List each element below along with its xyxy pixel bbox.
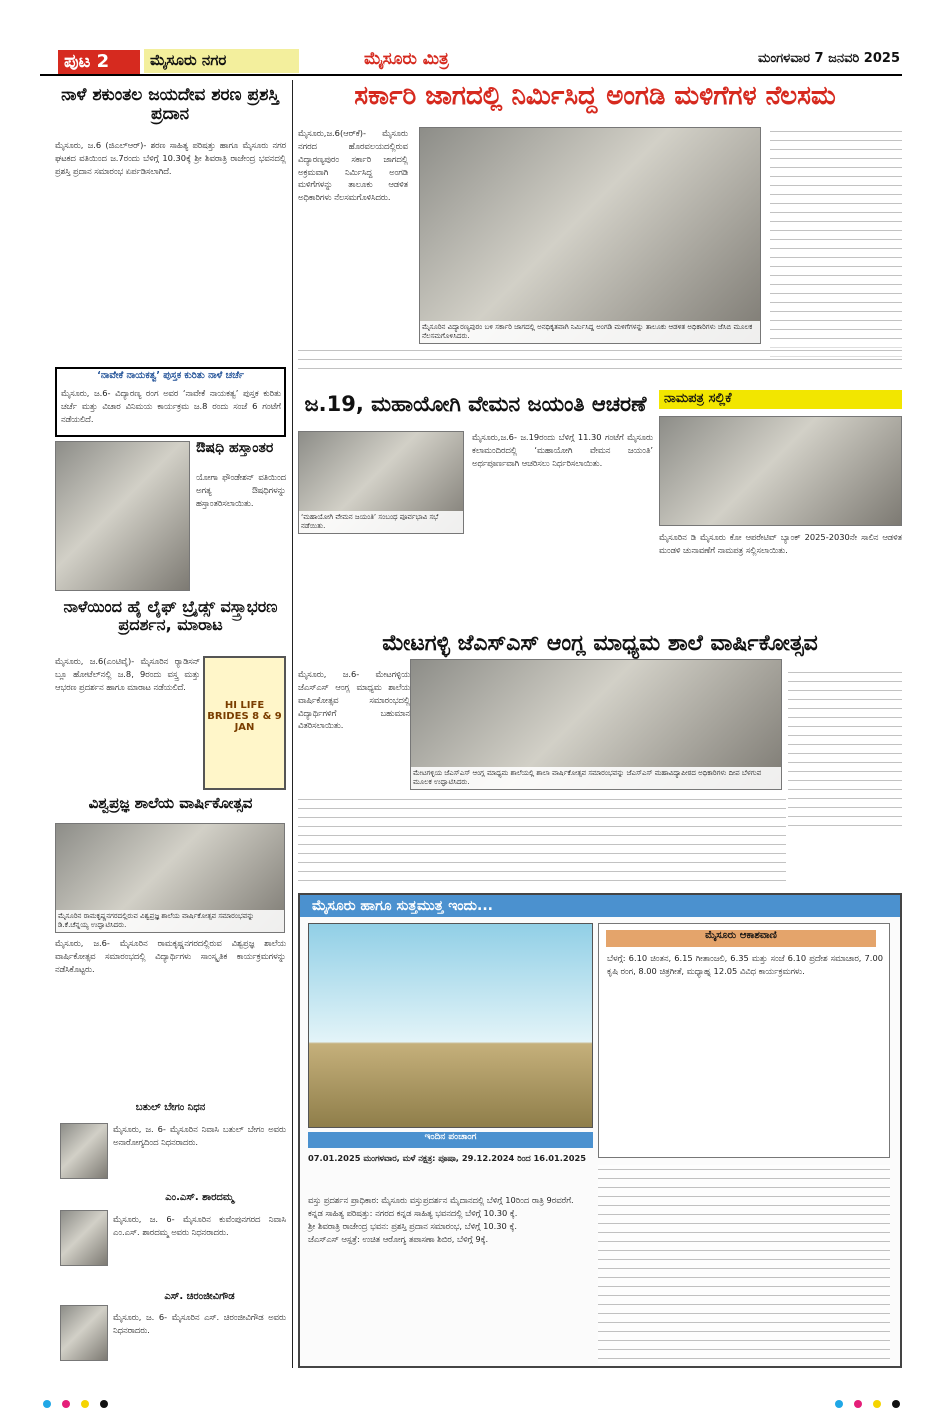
book-discussion-headline: ‘ನಾವೇಕೆ ನಾಯಕತ್ವ’ ಪುಸ್ತಕ ಕುರಿತು ನಾಳೆ ಚರ್ಚೆ [97, 370, 244, 381]
vemana-headline-block [298, 393, 653, 428]
print-registration-mark [835, 1400, 843, 1408]
obituary3-photo [60, 1305, 108, 1361]
shakuntala-headline-block [55, 86, 285, 135]
jss-photo-caption: ಮೇಟಗಳ್ಳಿಯ ಜೆಎಸ್‌ಎಸ್ ಆಂಗ್ಲ ಮಾಧ್ಯಮ ಶಾಲೆಯಲ್ಲಿ ಶಾಲಾ ವಾರ್ಷಿಕೋತ್ಸವ ಸಮಾರಂಭವನ್ನು ಜೆಎಸ್‌ಎಸ್ ಮಹಾವಿದ್ಯಾಪೀಠದ ಅಧಿಕಾರಿಗಳು ದೀಪ ಬೆಳಗುವ ಮೂಲಕ ಉದ್ಘಾಟಿಸಿದರು. [411, 767, 781, 789]
print-registration-mark [873, 1400, 881, 1408]
obituary2-article: ಮೈಸೂರು, ಜ. 6- ಮೈಸೂರಿನ ಕುವೆಂಪುನಗರದ ನಿವಾಸಿ ಎಂ.ಎಸ್. ಶಾರದಮ್ಮ ಅವರು ನಿಧನರಾದರು. [113, 1214, 286, 1237]
masthead [40, 46, 902, 76]
book-discussion-article: ಮೈಸೂರು, ಜ.6- ವಿದ್ಯಾರಣ್ಯ ರಂಗ ಅವರ ‘ನಾವೇಕೆ ನಾಯಕತ್ವ’ ಪುಸ್ತಕ ಕುರಿತು ಚರ್ಚೆ ಮತ್ತು ವಿಚಾರ ವಿನಿಮಯ ಕಾರ್ಯಕ್ರಮ ಜ.8 ರಂದು ಸಂಜೆ 6 ಗಂಟೆಗೆ ನಡೆಯಲಿದೆ. [61, 388, 281, 424]
lead-article-right [770, 127, 902, 360]
radio-program-box [598, 923, 890, 1158]
medicine-headline: ಔಷಧಿ ಹಸ್ತಾಂತರ [196, 441, 274, 456]
vemana-photo [298, 431, 464, 534]
obituary3-heading [113, 1291, 286, 1308]
obituary3-article: ಮೈಸೂರು, ಜ. 6- ಮೈಸೂರಿನ ಎಸ್. ಚಿರಂಜೀವಿಗೌಡ ಅವರು ನಿಧನರಾದರು. [113, 1312, 286, 1335]
section-title: ಮೈಸೂರು ನಗರ [144, 49, 299, 73]
obituary-heading [55, 1102, 286, 1119]
school-article: ಮೈಸೂರು, ಜ.6- ಮೈಸೂರಿನ ರಾಮಕೃಷ್ಣನಗರದಲ್ಲಿರುವ ವಿಶ್ವಪ್ರಜ್ಞ ಶಾಲೆಯ ವಾರ್ಷಿಕೋತ್ಸವ ಸಮಾರಂಭದಲ್ಲಿ ವಿದ್ಯಾರ್ಥಿಗಳು ಸಾಂಸ್ಕೃತಿಕ ಕಾರ್ಯಕ್ರಮಗಳನ್ನು ನಡೆಸಿಕೊಟ್ಟರು. [55, 938, 286, 974]
vemana-headline: ಜ.19, ಮಹಾಯೋಗಿ ವೇಮನ ಜಯಂತಿ ಆಚರಣೆ [304, 393, 647, 416]
jss-headline: ಮೇಟಗಳ್ಳಿ ಜೆಎಸ್‌ಎಸ್ ಆಂಗ್ಲ ಮಾಧ್ಯಮ ಶಾಲೆ ವಾರ್ಷಿಕೋತ್ಸವ [382, 632, 818, 656]
vemana-article: ಮೈಸೂರು,ಜ.6- ಜ.19ರಂದು ಬೆಳಿಗ್ಗೆ 11.30 ಗಂಟೆಗೆ ಮೈಸೂರು ಕಲಾಮಂದಿರದಲ್ಲಿ ‘ಮಹಾಯೋಗಿ ವೇಮನ ಜಯಂತಿ’ ಅರ್ಥಪೂರ್ಣವಾಗಿ ಆಚರಿಸಲು ನಿರ್ಧರಿಸಲಾಯಿತು. [472, 432, 653, 468]
hilife-advertisement [203, 656, 286, 790]
nomination-title: ನಾಮಪತ್ರ ಸಲ್ಲಿಕೆ [659, 390, 902, 409]
radio-title: ಮೈಸೂರು ಆಕಾಶವಾಣಿ [606, 930, 876, 947]
events-list [308, 1194, 590, 1364]
mysore-today-section [298, 893, 902, 1368]
medicine-story [196, 441, 286, 591]
obituary2-title: ಎಂ.ಎಸ್. ಶಾರದಮ್ಮ [165, 1192, 234, 1203]
event-item: ಶ್ರೀ ಶಿವರಾತ್ರಿ ರಾಜೇಂದ್ರ ಭವನ: ಪ್ರಶಸ್ತಿ ಪ್ರದಾನ ಸಮಾರಂಭ, ಬೆಳಿಗ್ಗೆ 10.30 ಕ್ಕೆ. [308, 1220, 517, 1231]
obituary-title: ಬತುಲ್ ಬೇಗಂ ನಿಧನ [135, 1102, 206, 1113]
obituary2-photo [60, 1210, 108, 1266]
book-discussion-box [55, 367, 286, 437]
hilife-headline: ನಾಳೆಯಿಂದ ಹೈ ಲೈಫ್ ಬ್ರೈಡ್ಸ್ ವಸ್ತ್ರಾಭರಣ ಪ್ರದರ್ಶನ, ಮಾರಾಟ [63, 598, 278, 634]
shakuntala-headline: ನಾಳೆ ಶಕುಂತಲ ಜಯದೇವ ಶರಣ ಪ್ರಶಸ್ತಿ ಪ್ರದಾನ [61, 86, 279, 125]
obituary2-heading [113, 1192, 286, 1209]
nomination-photo [659, 416, 902, 526]
panchanga-text: 07.01.2025 ಮಂಗಳವಾರ, ಮಳೆ ನಕ್ಷತ್ರ: ಪೂಷಾ, 29.12.2024 ರಿಂದ 16.01.2025 [308, 1153, 587, 1163]
lead-headline-block [288, 82, 902, 122]
print-registration-mark [892, 1400, 900, 1408]
event-item: ಜೆಎಸ್‌ಎಸ್ ಆಸ್ಪತ್ರೆ: ಉಚಿತ ಆರೋಗ್ಯ ತಪಾಸಣಾ ಶಿಬಿರ, ಬೆಳಿಗ್ಗೆ 9ಕ್ಕೆ. [308, 1233, 489, 1244]
lead-headline: ಸರ್ಕಾರಿ ಜಾಗದಲ್ಲಿ ನಿರ್ಮಿಸಿದ್ದ ಅಂಗಡಿ ಮಳಿಗೆಗಳ ನೆಲಸಮ [354, 82, 836, 111]
print-registration-mark [100, 1400, 108, 1408]
jss-article-bottom [298, 795, 786, 888]
jss-article-right [788, 668, 902, 833]
panchanga-title: ಇಂದಿನ ಪಂಚಾಂಗ [308, 1132, 593, 1148]
newspaper-name: ಮೈಸೂರು ಮಿತ್ರ [364, 49, 449, 69]
lead-article-bottom [298, 346, 902, 372]
nomination-heading-block [659, 390, 902, 413]
school-headline: ವಿಶ್ವಪ್ರಜ್ಞ ಶಾಲೆಯ ವಾರ್ಷಿಕೋತ್ಸವ [88, 795, 253, 812]
mysore-palace-photo [308, 923, 593, 1128]
hilife-article: ಮೈಸೂರು, ಜ.6(ಎಂಟಿವೈ)- ಮೈಸೂರಿನ ರ‍್ಯಾಡಿಸನ್ ಬ್ಲೂ ಹೋಟೆಲ್‌ನಲ್ಲಿ ಜ.8, 9ರಂದು ವಸ್ತ್ರ ಮತ್ತು ಆಭರಣ ಪ್ರದರ್ಶನ ಹಾಗೂ ಮಾರಾಟ ನಡೆಯಲಿದೆ. [55, 656, 200, 692]
hilife-ad-text: HI LIFE BRIDES 8 & 9 JAN [207, 700, 282, 734]
demolition-caption: ಮೈಸೂರಿನ ವಿದ್ಯಾರಣ್ಯಪುರಂ ಬಳಿ ಸರ್ಕಾರಿ ಜಾಗದಲ್ಲಿ ಅನಧಿಕೃತವಾಗಿ ನಿರ್ಮಿಸಿದ್ದ ಅಂಗಡಿ ಮಳಿಗೆಗಳನ್ನು ತಾಲೂಕು ಆಡಳಿತ ಅಧಿಕಾರಿಗಳು ಜೆಸಿಬಿ ಮೂಲಕ ನೆಲಸಮಗೊಳಿಸಿದರು. [420, 321, 760, 343]
demolition-photo [419, 127, 761, 344]
radio-program-text: ಬೆಳಗ್ಗೆ: 6.10 ಚಿಂತನ, 6.15 ಗೀತಾಂಜಲಿ, 6.35 ಮತ್ತು ಸಂಜೆ 6.10 ಪ್ರದೇಶ ಸಮಾಚಾರ, 7.00 ಕೃಷಿ ರಂಗ, 8.00 ಚಿತ್ರಗೀತೆ, ಮಧ್ಯಾಹ್ನ 12.05 ವಿವಿಧ ಕಾರ್ಯಕ್ರಮಗಳು. [607, 953, 883, 976]
obituary-article: ಮೈಸೂರು, ಜ. 6- ಮೈಸೂರಿನ ನಿವಾಸಿ ಬತುಲ್ ಬೇಗಂ ಅವರು ಅನಾರೋಗ್ಯದಿಂದ ನಿಧನರಾದರು. [113, 1124, 286, 1147]
jss-article: ಮೈಸೂರು, ಜ.6- ಮೇಟಗಳ್ಳಿಯ ಜೆಎಸ್‌ಎಸ್ ಆಂಗ್ಲ ಮಾಧ್ಯಮ ಶಾಲೆಯ ವಾರ್ಷಿಕೋತ್ಸವ ಸಮಾರಂಭದಲ್ಲಿ ವಿದ್ಯಾರ್ಥಿಗಳಿಗೆ ಬಹುಮಾನ ವಿತರಿಸಲಾಯಿತು. [298, 669, 410, 731]
today-section-title: ಮೈಸೂರು ಹಾಗೂ ಸುತ್ತಮುತ್ತ ಇಂದು... [300, 895, 900, 917]
school-headline-block [55, 795, 286, 820]
column-rule [292, 80, 293, 1368]
school-photo [55, 823, 285, 933]
nomination-article: ಮೈಸೂರಿನ ಡಿ ಮೈಸೂರು ಕೋ ಆಪರೇಟಿವ್ ಬ್ಯಾಂಕ್ 2025-2030ನೇ ಸಾಲಿನ ಆಡಳಿತ ಮಂಡಳಿ ಚುನಾವಣೆಗೆ ನಾಮಪತ್ರ ಸಲ್ಲಿಸಲಾಯಿತು. [659, 532, 902, 555]
jss-photo [410, 659, 782, 790]
obituary3-title: ಎಸ್. ಚಿರಂಜೀವಿಗೌಡ [164, 1291, 235, 1302]
event-item: ವಸ್ತು ಪ್ರದರ್ಶನ ಪ್ರಾಧಿಕಾರ: ಮೈಸೂರು ವಸ್ತುಪ್ರದರ್ಶನ ಮೈದಾನದಲ್ಲಿ ಬೆಳಿಗ್ಗೆ 10ರಿಂದ ರಾತ್ರಿ 9ರವರೆಗೆ. [308, 1195, 574, 1205]
vemana-photo-caption: ‘ಮಹಾಯೋಗಿ ವೇಮನ ಜಯಂತಿ’ ಸಂಬಂಧ ಪೂರ್ವಭಾವಿ ಸಭೆ ನಡೆಯಿತು. [299, 511, 463, 533]
events-list-right [598, 1165, 890, 1363]
page-number-badge: ಪುಟ 2 [58, 50, 140, 74]
print-registration-mark [43, 1400, 51, 1408]
print-registration-mark [81, 1400, 89, 1408]
print-registration-mark [62, 1400, 70, 1408]
medicine-article: ಯೋಗಾ ಫೌಂಡೇಶನ್ ವತಿಯಿಂದ ಅಗತ್ಯ ಔಷಧಿಗಳನ್ನು ಹಸ್ತಾಂತರಿಸಲಾಯಿತು. [196, 472, 286, 508]
school-photo-caption: ಮೈಸೂರಿನ ರಾಮಕೃಷ್ಣನಗರದಲ್ಲಿರುವ ವಿಶ್ವಪ್ರಜ್ಞ ಶಾಲೆಯ ವಾರ್ಷಿಕೋತ್ಸವ ಸಮಾರಂಭವನ್ನು ಡಿ.ಕೆ.ಚೆನ್ನಯ್ಯ ಉದ್ಘಾಟಿಸಿದರು. [56, 910, 284, 932]
hilife-headline-block [55, 598, 286, 649]
lead-article-left: ಮೈಸೂರು,ಜ.6(ಆರ್‌ಕೆ)- ಮೈಸೂರು ನಗರದ ಹೊರವಲಯದಲ್ಲಿರುವ ವಿದ್ಯಾರಣ್ಯಪುರಂ ಸರ್ಕಾರಿ ಜಾಗದಲ್ಲಿ ಅಕ್ರಮವಾಗಿ ನಿರ್ಮಿಸಿದ್ದ ಅಂಗಡಿ ಮಳಿಗೆಗಳನ್ನು ತಾಲೂಕು ಆಡಳಿತ ಅಧಿಕಾರಿಗಳು ನೆಲಸಮಗೊಳಿಸಿದರು. [298, 128, 408, 203]
obituary-photo [60, 1123, 108, 1179]
medicine-photo [55, 441, 190, 591]
issue-date: ಮಂಗಳವಾರ 7 ಜನವರಿ 2025 [757, 51, 900, 66]
print-registration-mark [854, 1400, 862, 1408]
shakuntala-article: ಮೈಸೂರು, ಜ.6 (ಜಿಎಲ್‌ಆರ್)- ಶರಣ ಸಾಹಿತ್ಯ ಪರಿಷತ್ತು ಹಾಗೂ ಮೈಸೂರು ನಗರ ಘಟಕದ ವತಿಯಿಂದ ಜ.7ರಂದು ಬೆಳಿಗ್ಗೆ 10.30ಕ್ಕೆ ಶ್ರೀ ಶಿವರಾತ್ರಿ ರಾಜೇಂದ್ರ ಭವನದಲ್ಲಿ ಪ್ರಶಸ್ತಿ ಪ್ರದಾನ ಸಮಾರಂಭ ಏರ್ಪಡಿಸಲಾಗಿದೆ. [55, 140, 286, 176]
event-item: ಕನ್ನಡ ಸಾಹಿತ್ಯ ಪರಿಷತ್ತು: ನಗರದ ಕನ್ನಡ ಸಾಹಿತ್ಯ ಭವನದಲ್ಲಿ ಬೆಳಿಗ್ಗೆ 10.30 ಕ್ಕೆ. [308, 1207, 518, 1218]
